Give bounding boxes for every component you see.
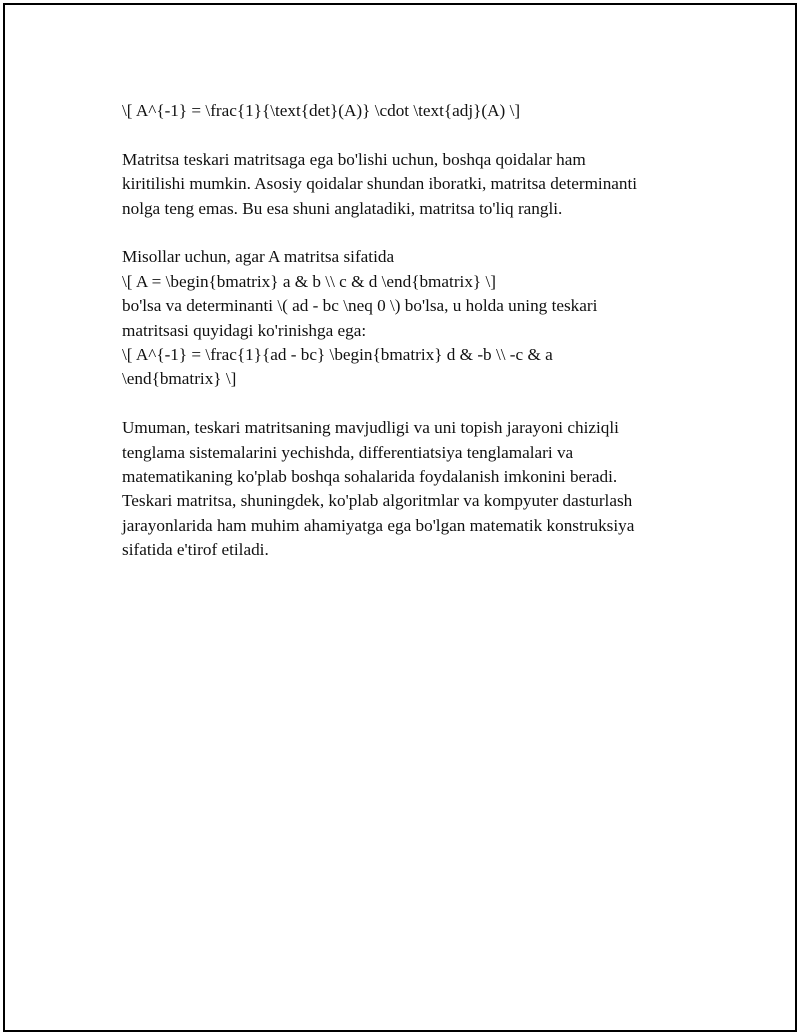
text-line: kiritilishi mumkin. Asosiy qoidalar shundan iboratki, matritsa determinanti — [122, 174, 638, 194]
text-line: matritsasi quyidagi ko'rinishga ega: — [122, 320, 367, 340]
text-line: sifatida e'tirof etiladi. — [122, 540, 269, 560]
text-line: matematikaning ko'plab boshqa sohalarida foydalanish imkonini beradi. — [122, 467, 618, 487]
document-body — [122, 99, 692, 587]
text-line: Misollar uchun, agar A matritsa sifatida — [122, 247, 395, 267]
text-line: jarayonlarida ham muhim ahamiyatga ega bo'lgan matematik konstruksiya — [122, 515, 635, 535]
formula-line: \[ A^{-1} = \frac{1}{ad - bc} \begin{bmatrix} d & -b \\ -c & a — [122, 345, 553, 365]
text-line: Umuman, teskari matritsaning mavjudligi va uni topish jarayoni chiziqli — [122, 418, 619, 438]
formula-line: \[ A^{-1} = \frac{1}{\text{det}(A)} \cdot \text{adj}(A) \] — [122, 101, 521, 120]
text-line: Matritsa teskari matritsaga ega bo'lishi uchun, boshqa qoidalar ham — [122, 149, 586, 169]
formula-paragraph — [122, 99, 692, 123]
formula-line: \[ A = \begin{bmatrix} a & b \\ c & d \end{bmatrix} \] — [122, 271, 496, 291]
text-line: bo'lsa va determinanti \( ad - bc \neq 0 \) bo'lsa, u holda uning teskari — [122, 296, 598, 316]
text-line: Teskari matritsa, shuningdek, ko'plab algoritmlar va kompyuter dasturlash — [122, 491, 633, 511]
example-paragraph — [122, 245, 692, 391]
text-paragraph — [122, 416, 692, 562]
text-line: tenglama sistemalarini yechishda, differentiatsiya tenglamalari va — [122, 442, 574, 462]
page-frame — [3, 3, 797, 1032]
text-line: nolga teng emas. Bu esa shuni anglatadiki, matritsa to'liq rangli. — [122, 198, 563, 218]
text-paragraph — [122, 148, 692, 221]
formula-line: \end{bmatrix} \] — [122, 369, 237, 389]
